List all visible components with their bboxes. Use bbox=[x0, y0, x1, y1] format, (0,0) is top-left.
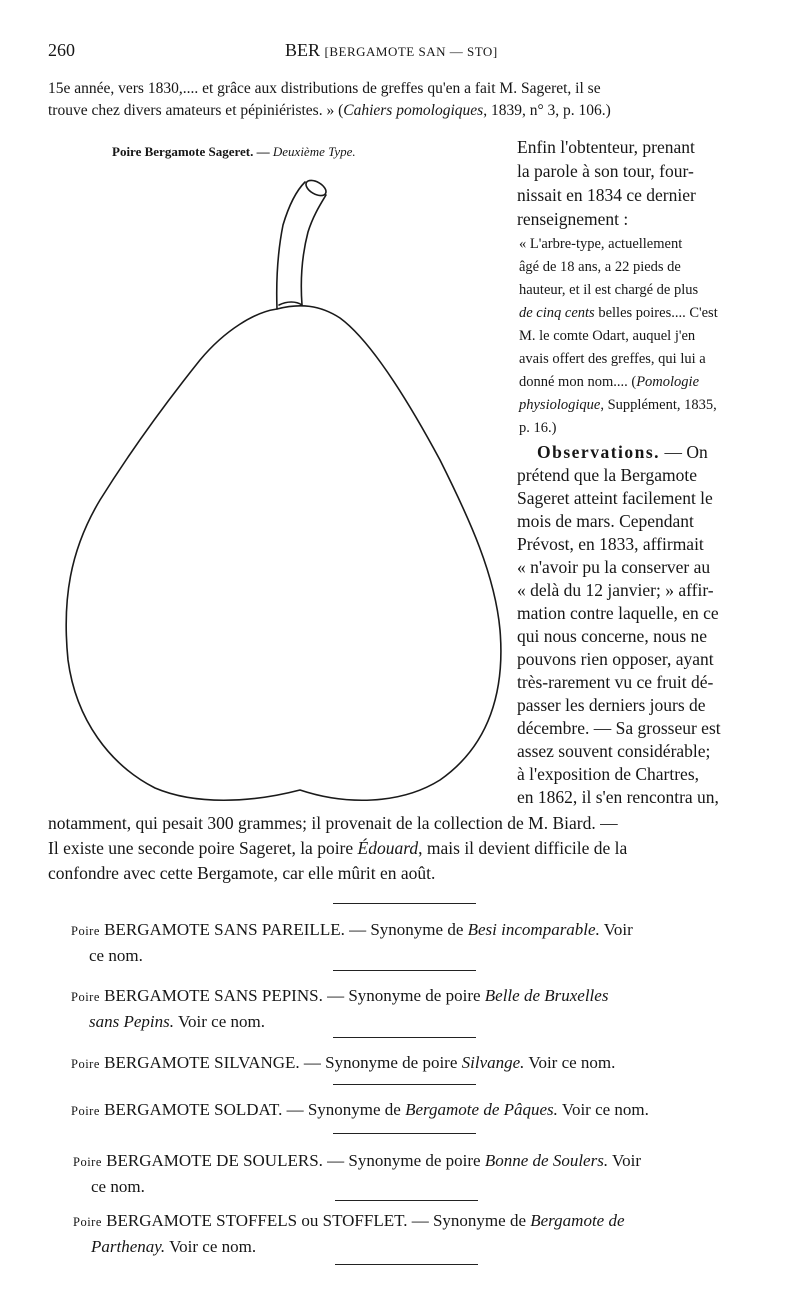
obs-line-1: prétend que la Bergamote bbox=[517, 465, 697, 485]
observations-dash: — On bbox=[660, 442, 708, 462]
entry-text-after: Voir bbox=[599, 920, 633, 939]
entry-prefix: Poire bbox=[71, 1057, 100, 1071]
pear-stalk-tip bbox=[303, 177, 328, 198]
quote-line-7-text: donné mon nom.... ( bbox=[519, 374, 637, 390]
section-rule bbox=[333, 903, 476, 904]
quote-line-3: hauteur, et il est chargé de plus bbox=[519, 282, 699, 298]
quote-line-1: « L'arbre-type, actuellement bbox=[519, 236, 683, 252]
entry-cont-text: Voir ce nom. bbox=[165, 1237, 257, 1256]
entry-soulers-cont: ce nom. bbox=[91, 1177, 145, 1196]
top-line-2-ref: , 1839, n° 3, p. 106.) bbox=[483, 102, 611, 119]
obs-line-14: à l'exposition de Chartres, bbox=[517, 764, 699, 784]
entry-prefix: Poire bbox=[71, 1104, 100, 1118]
entry-sans-pepins-cont bbox=[89, 1012, 265, 1032]
entry-stoffels bbox=[73, 1211, 625, 1231]
entry-text: — Synonyme de poire bbox=[322, 1151, 485, 1170]
entry-prefix: Poire bbox=[73, 1155, 102, 1169]
entry-rule bbox=[333, 1084, 476, 1085]
page-number: 260 bbox=[48, 40, 75, 60]
entry-prefix: Poire bbox=[71, 924, 100, 938]
entry-rule bbox=[333, 970, 476, 971]
entry-name: BERGAMOTE SANS PAREILLE. bbox=[104, 920, 345, 939]
entry-text: — Synonyme de poire bbox=[299, 1053, 462, 1072]
obs-line-2: Sageret atteint facilement le bbox=[517, 488, 713, 508]
top-line-2-text: trouve chez divers amateurs et pépiniéristes. » ( bbox=[48, 102, 344, 119]
obs-line-15: en 1862, il s'en rencontra un, bbox=[517, 787, 719, 807]
quote-line-2: âgé de 18 ans, a 22 pieds de bbox=[519, 259, 681, 275]
entry-synonym-cont: sans Pepins. bbox=[89, 1012, 174, 1031]
observations-label: Observations. bbox=[537, 442, 661, 462]
running-head-main: BER bbox=[285, 40, 321, 60]
quote-line-7-source: Pomologie bbox=[636, 374, 700, 390]
entry-text: — Synonyme de bbox=[282, 1100, 406, 1119]
quote-line-6: avais offert des greffes, qui lui a bbox=[519, 351, 706, 367]
quote-line-5: M. le comte Odart, auquel j'en bbox=[519, 328, 696, 344]
full-line-2-text: Il existe une seconde poire Sageret, la poire bbox=[48, 838, 358, 858]
entry-text-after: Voir ce nom. bbox=[557, 1100, 649, 1119]
quote-line-7 bbox=[519, 374, 699, 391]
entry-rule bbox=[335, 1264, 478, 1265]
entry-name: BERGAMOTE SOLDAT. bbox=[104, 1100, 283, 1119]
entry-prefix: Poire bbox=[71, 990, 100, 1004]
running-head-detail: [BERGAMOTE SAN — STO] bbox=[324, 44, 498, 59]
top-line-2-source: Cahiers pomologiques bbox=[343, 102, 484, 119]
entry-name: BERGAMOTE DE SOULERS. bbox=[106, 1151, 323, 1170]
entry-prefix: Poire bbox=[73, 1215, 102, 1229]
obs-line-11: passer les derniers jours de bbox=[517, 695, 706, 715]
obs-line-10: très-rarement vu ce fruit dé- bbox=[517, 672, 714, 692]
entry-name: BERGAMOTE SILVANGE. bbox=[104, 1053, 300, 1072]
entry-text-after: Voir ce nom. bbox=[524, 1053, 616, 1072]
pear-body-outline bbox=[66, 306, 501, 800]
entry-silvange bbox=[71, 1053, 615, 1073]
entry-synonym: Bonne de Soulers. bbox=[484, 1151, 609, 1170]
entry-text: — Synonyme de poire bbox=[322, 986, 485, 1005]
quote-line-4 bbox=[519, 305, 718, 322]
entry-soulers bbox=[73, 1151, 641, 1171]
entry-rule bbox=[333, 1133, 476, 1134]
entry-name: BERGAMOTE SANS PEPINS. bbox=[104, 986, 323, 1005]
intro-line-3: nissait en 1834 ce dernier bbox=[517, 185, 696, 205]
obs-line-8: qui nous concerne, nous ne bbox=[517, 626, 708, 646]
quote-line-8 bbox=[519, 397, 717, 414]
entry-text: — Synonyme de bbox=[344, 920, 468, 939]
full-line-1: notamment, qui pesait 300 grammes; il provenait de la collection de M. Biard. — bbox=[48, 813, 618, 833]
intro-line-2: la parole à son tour, four- bbox=[517, 161, 694, 181]
intro-line-4: renseignement : bbox=[517, 209, 629, 229]
full-line-2-rest: , mais il devient difficile de la bbox=[418, 838, 628, 858]
entry-synonym: Silvange. bbox=[461, 1053, 525, 1072]
entry-sans-pareille bbox=[71, 920, 633, 940]
entry-stoffels-cont bbox=[91, 1237, 256, 1257]
entry-synonym: Bergamote de bbox=[530, 1211, 625, 1230]
obs-line-4: Prévost, en 1833, affirmait bbox=[517, 534, 704, 554]
quote-line-9: p. 16.) bbox=[519, 420, 557, 436]
entry-soldat bbox=[71, 1100, 649, 1120]
quote-line-8-source: physiologique bbox=[519, 397, 601, 413]
entry-name: BERGAMOTE STOFFELS ou STOFFLET. bbox=[106, 1211, 408, 1230]
obs-line-9: pouvons rien opposer, ayant bbox=[517, 649, 714, 669]
obs-line-12: décembre. — Sa grosseur est bbox=[517, 718, 721, 738]
observations-heading bbox=[537, 442, 708, 463]
full-line-2 bbox=[48, 838, 627, 859]
quote-line-8-rest: , Supplément, 1835, bbox=[600, 397, 717, 413]
entry-text-after: Voir bbox=[608, 1151, 642, 1170]
entry-rule bbox=[335, 1200, 478, 1201]
obs-line-5: « n'avoir pu la conserver au bbox=[517, 557, 711, 577]
quote-line-4-rest: belles poires.... C'est bbox=[594, 305, 718, 321]
obs-line-7: mation contre laquelle, en ce bbox=[517, 603, 719, 623]
full-line-2-italic: Édouard bbox=[357, 838, 419, 858]
entry-rule bbox=[333, 1037, 476, 1038]
quote-italic-cinq-cents: de cinq cents bbox=[519, 305, 595, 321]
obs-line-3: mois de mars. Cependant bbox=[517, 511, 694, 531]
intro-line-1: Enfin l'obtenteur, prenant bbox=[517, 137, 695, 157]
entry-synonym: Besi incomparable. bbox=[467, 920, 600, 939]
obs-line-13: assez souvent considérable; bbox=[517, 741, 711, 761]
caption-title: Poire Bergamote Sageret. — bbox=[112, 144, 270, 159]
entry-synonym: Belle de Bruxelles bbox=[484, 986, 609, 1005]
top-line-1: 15e année, vers 1830,.... et grâce aux distributions de greffes qu'en a fait M. Sageret, il se bbox=[48, 80, 601, 97]
entry-text: — Synonyme de bbox=[407, 1211, 531, 1230]
entry-sans-pepins bbox=[71, 986, 608, 1006]
entry-synonym-cont: Parthenay. bbox=[91, 1237, 166, 1256]
caption-type: Deuxième Type. bbox=[272, 144, 356, 159]
entry-synonym: Bergamote de Pâques. bbox=[405, 1100, 558, 1119]
entry-cont-text: Voir ce nom. bbox=[174, 1012, 265, 1031]
full-line-3: confondre avec cette Bergamote, car elle mûrit en août. bbox=[48, 863, 436, 883]
entry-sans-pareille-cont: ce nom. bbox=[89, 946, 143, 965]
obs-line-6: « delà du 12 janvier; » affir- bbox=[517, 580, 714, 600]
